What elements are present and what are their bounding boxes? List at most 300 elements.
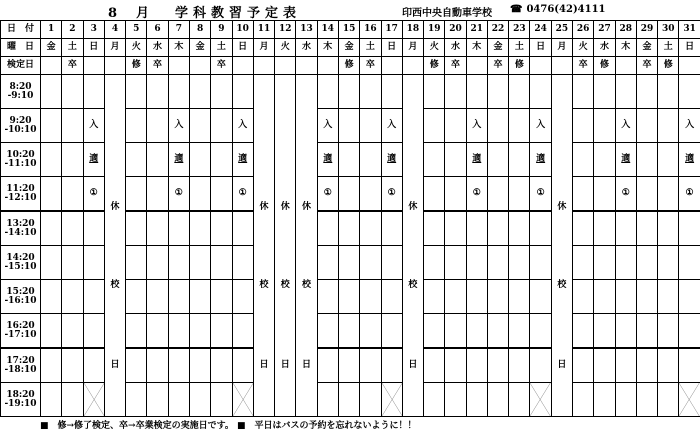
class-cell bbox=[509, 348, 530, 383]
exam-cell bbox=[466, 57, 487, 75]
no-class-cell bbox=[381, 383, 402, 417]
class-cell bbox=[487, 109, 508, 143]
class-cell bbox=[189, 246, 210, 280]
class-cell bbox=[317, 109, 338, 143]
class-cell bbox=[658, 109, 679, 143]
weekday-cell: 日 bbox=[530, 39, 551, 57]
holiday-char: 休 bbox=[254, 203, 274, 212]
aptitude-mark: 適 bbox=[387, 154, 396, 164]
exam-cell: 卒 bbox=[487, 57, 508, 75]
weekday-cell: 水 bbox=[594, 39, 615, 57]
class-cell bbox=[381, 143, 402, 177]
date-cell: 30 bbox=[658, 21, 679, 39]
class-cell bbox=[445, 177, 466, 212]
exam-cell: 卒 bbox=[445, 57, 466, 75]
class-cell bbox=[573, 314, 594, 349]
aptitude-mark: 入 bbox=[323, 120, 332, 130]
time-start: 16:20 bbox=[1, 322, 40, 331]
date-cell: 20 bbox=[445, 21, 466, 39]
cross-mark-icon bbox=[530, 383, 550, 416]
class-cell bbox=[636, 211, 657, 246]
weekday-cell: 日 bbox=[381, 39, 402, 57]
class-cell bbox=[232, 143, 253, 177]
class-cell bbox=[636, 143, 657, 177]
time-label bbox=[1, 109, 41, 143]
class-cell bbox=[445, 280, 466, 314]
time-end: -16:10 bbox=[1, 297, 40, 306]
class-cell bbox=[338, 383, 359, 417]
date-cell: 5 bbox=[126, 21, 147, 39]
time-start: 17:20 bbox=[1, 357, 40, 366]
weekday-cell: 土 bbox=[62, 39, 83, 57]
aptitude-mark: ① bbox=[473, 188, 481, 198]
class-cell bbox=[424, 383, 445, 417]
class-cell bbox=[189, 109, 210, 143]
holiday-text bbox=[403, 75, 423, 416]
aptitude-mark: ① bbox=[622, 188, 630, 198]
class-cell bbox=[424, 75, 445, 109]
class-cell bbox=[679, 348, 700, 383]
class-cell bbox=[466, 211, 487, 246]
weekday-cell: 土 bbox=[211, 39, 232, 57]
class-cell bbox=[126, 177, 147, 212]
aptitude-mark: ① bbox=[537, 188, 545, 198]
class-cell bbox=[147, 246, 168, 280]
exam-cell: 卒 bbox=[636, 57, 657, 75]
weekday-cell: 水 bbox=[296, 39, 317, 57]
class-cell bbox=[615, 280, 636, 314]
exam-cell bbox=[189, 57, 210, 75]
date-cell: 6 bbox=[147, 21, 168, 39]
date-cell: 9 bbox=[211, 21, 232, 39]
class-cell bbox=[147, 348, 168, 383]
class-cell bbox=[338, 109, 359, 143]
exam-cell bbox=[381, 57, 402, 75]
title-bar bbox=[0, 0, 700, 20]
class-cell bbox=[594, 109, 615, 143]
holiday-char: 休 bbox=[105, 203, 125, 212]
class-cell bbox=[573, 75, 594, 109]
weekday-cell: 月 bbox=[253, 39, 274, 57]
date-cell: 3 bbox=[83, 21, 104, 39]
class-cell bbox=[126, 246, 147, 280]
class-cell bbox=[360, 348, 381, 383]
weekday-cell: 金 bbox=[487, 39, 508, 57]
aptitude-mark: ① bbox=[324, 188, 332, 198]
time-label bbox=[1, 383, 41, 417]
class-cell bbox=[658, 75, 679, 109]
time-start: 18:20 bbox=[1, 391, 40, 400]
date-cell: 15 bbox=[338, 21, 359, 39]
no-class-cell bbox=[83, 383, 104, 417]
weekday-cell: 木 bbox=[466, 39, 487, 57]
weekday-cell: 日 bbox=[232, 39, 253, 57]
class-cell bbox=[62, 246, 83, 280]
class-cell bbox=[636, 314, 657, 349]
aptitude-mark: 適 bbox=[238, 154, 247, 164]
class-cell bbox=[62, 75, 83, 109]
weekday-cell: 日 bbox=[679, 39, 700, 57]
class-cell bbox=[381, 211, 402, 246]
class-cell bbox=[445, 143, 466, 177]
row-date bbox=[1, 21, 700, 39]
exam-cell bbox=[317, 57, 338, 75]
class-cell bbox=[189, 143, 210, 177]
cross-mark-icon bbox=[84, 383, 104, 416]
weekday-cell: 水 bbox=[445, 39, 466, 57]
aptitude-mark: 適 bbox=[621, 154, 630, 164]
class-cell bbox=[509, 383, 530, 417]
class-cell bbox=[62, 109, 83, 143]
date-cell: 10 bbox=[232, 21, 253, 39]
exam-cell bbox=[551, 57, 572, 75]
weekday-cell: 土 bbox=[509, 39, 530, 57]
class-cell bbox=[594, 314, 615, 349]
date-cell: 17 bbox=[381, 21, 402, 39]
class-cell bbox=[147, 177, 168, 212]
class-cell bbox=[189, 211, 210, 246]
class-cell bbox=[211, 246, 232, 280]
date-cell: 7 bbox=[168, 21, 189, 39]
class-cell bbox=[41, 348, 62, 383]
date-cell: 22 bbox=[487, 21, 508, 39]
class-cell bbox=[338, 143, 359, 177]
aptitude-mark: ① bbox=[686, 188, 694, 198]
class-cell bbox=[83, 211, 104, 246]
class-cell bbox=[615, 177, 636, 212]
class-cell bbox=[636, 383, 657, 417]
class-cell bbox=[424, 246, 445, 280]
class-cell bbox=[360, 109, 381, 143]
class-cell bbox=[360, 383, 381, 417]
class-cell bbox=[594, 75, 615, 109]
class-cell bbox=[83, 280, 104, 314]
holiday-cell bbox=[275, 75, 296, 417]
holiday-char: 休 bbox=[552, 203, 572, 212]
class-cell bbox=[62, 314, 83, 349]
class-cell bbox=[317, 280, 338, 314]
class-cell bbox=[338, 314, 359, 349]
no-class-cell bbox=[232, 383, 253, 417]
time-end: -10:10 bbox=[1, 126, 40, 135]
time-end: -18:10 bbox=[1, 366, 40, 375]
class-cell bbox=[126, 109, 147, 143]
class-cell bbox=[41, 75, 62, 109]
weekday-cell: 日 bbox=[83, 39, 104, 57]
class-cell bbox=[530, 280, 551, 314]
aptitude-mark: 入 bbox=[89, 120, 98, 130]
class-cell bbox=[445, 383, 466, 417]
class-cell bbox=[232, 109, 253, 143]
class-cell bbox=[679, 109, 700, 143]
class-cell bbox=[338, 280, 359, 314]
class-cell bbox=[211, 75, 232, 109]
aptitude-mark: 入 bbox=[174, 120, 183, 130]
class-cell bbox=[317, 246, 338, 280]
class-cell bbox=[189, 383, 210, 417]
class-cell bbox=[147, 75, 168, 109]
class-cell bbox=[530, 314, 551, 349]
exam-cell bbox=[83, 57, 104, 75]
holiday-char: 校 bbox=[105, 281, 125, 290]
holiday-char: 日 bbox=[105, 361, 125, 370]
class-cell bbox=[466, 314, 487, 349]
class-cell bbox=[679, 211, 700, 246]
holiday-cell bbox=[551, 75, 572, 417]
class-cell bbox=[573, 246, 594, 280]
class-cell bbox=[41, 280, 62, 314]
weekday-cell: 月 bbox=[104, 39, 125, 57]
class-cell bbox=[615, 348, 636, 383]
class-cell bbox=[232, 75, 253, 109]
date-cell: 11 bbox=[253, 21, 274, 39]
holiday-text bbox=[105, 75, 125, 416]
class-cell bbox=[424, 280, 445, 314]
class-cell bbox=[636, 177, 657, 212]
class-cell bbox=[317, 348, 338, 383]
class-cell bbox=[615, 246, 636, 280]
class-cell bbox=[147, 109, 168, 143]
class-cell bbox=[573, 109, 594, 143]
date-cell: 13 bbox=[296, 21, 317, 39]
aptitude-mark: ① bbox=[90, 188, 98, 198]
cross-mark-icon bbox=[679, 383, 699, 416]
class-cell bbox=[509, 314, 530, 349]
holiday-cell bbox=[402, 75, 423, 417]
exam-cell bbox=[168, 57, 189, 75]
date-cell: 14 bbox=[317, 21, 338, 39]
class-cell bbox=[83, 314, 104, 349]
title-month: 8 月 bbox=[108, 2, 152, 21]
class-cell bbox=[211, 383, 232, 417]
class-cell bbox=[445, 314, 466, 349]
class-cell bbox=[41, 177, 62, 212]
schedule-table bbox=[0, 20, 700, 417]
row-label-exam: 検定日 bbox=[1, 57, 41, 75]
class-cell bbox=[530, 246, 551, 280]
weekday-cell: 火 bbox=[573, 39, 594, 57]
class-cell bbox=[41, 211, 62, 246]
date-cell: 28 bbox=[615, 21, 636, 39]
holiday-cell bbox=[104, 75, 125, 417]
class-cell bbox=[530, 177, 551, 212]
class-cell bbox=[636, 109, 657, 143]
class-cell bbox=[211, 143, 232, 177]
class-cell bbox=[232, 246, 253, 280]
class-cell bbox=[381, 314, 402, 349]
time-end: -9:10 bbox=[1, 92, 40, 101]
row-label-date: 日 付 bbox=[1, 21, 41, 39]
weekday-cell: 土 bbox=[658, 39, 679, 57]
time-end: -11:10 bbox=[1, 160, 40, 169]
weekday-cell: 月 bbox=[551, 39, 572, 57]
exam-cell: 修 bbox=[126, 57, 147, 75]
class-cell bbox=[509, 280, 530, 314]
class-cell bbox=[466, 143, 487, 177]
class-cell bbox=[189, 75, 210, 109]
school-name: 印西中央自動車学校 bbox=[402, 4, 492, 19]
aptitude-mark: 入 bbox=[387, 120, 396, 130]
aptitude-mark: 適 bbox=[323, 154, 332, 164]
exam-cell: 修 bbox=[594, 57, 615, 75]
class-cell bbox=[679, 314, 700, 349]
class-cell bbox=[168, 75, 189, 109]
holiday-char: 校 bbox=[296, 281, 316, 290]
class-cell bbox=[658, 383, 679, 417]
date-cell: 23 bbox=[509, 21, 530, 39]
class-cell bbox=[636, 75, 657, 109]
exam-cell bbox=[296, 57, 317, 75]
exam-cell: 修 bbox=[424, 57, 445, 75]
weekday-cell: 金 bbox=[41, 39, 62, 57]
weekday-cell: 火 bbox=[424, 39, 445, 57]
exam-cell: 修 bbox=[658, 57, 679, 75]
time-label bbox=[1, 246, 41, 280]
class-cell bbox=[83, 143, 104, 177]
class-cell bbox=[487, 383, 508, 417]
aptitude-mark: 入 bbox=[685, 120, 694, 130]
class-cell bbox=[424, 143, 445, 177]
class-cell bbox=[126, 280, 147, 314]
phone-number bbox=[510, 4, 606, 15]
class-cell bbox=[487, 280, 508, 314]
holiday-text bbox=[552, 75, 572, 416]
time-label bbox=[1, 143, 41, 177]
class-cell bbox=[338, 348, 359, 383]
weekday-cell: 金 bbox=[636, 39, 657, 57]
class-cell bbox=[636, 280, 657, 314]
class-cell bbox=[381, 348, 402, 383]
class-cell bbox=[424, 348, 445, 383]
class-cell bbox=[168, 383, 189, 417]
class-cell bbox=[211, 177, 232, 212]
class-cell bbox=[83, 109, 104, 143]
date-cell: 8 bbox=[189, 21, 210, 39]
exam-cell bbox=[275, 57, 296, 75]
aptitude-mark: 適 bbox=[536, 154, 545, 164]
date-cell: 12 bbox=[275, 21, 296, 39]
class-cell bbox=[232, 280, 253, 314]
exam-cell bbox=[232, 57, 253, 75]
time-label bbox=[1, 75, 41, 109]
class-cell bbox=[466, 383, 487, 417]
class-cell bbox=[338, 177, 359, 212]
date-cell: 29 bbox=[636, 21, 657, 39]
class-cell bbox=[168, 348, 189, 383]
class-cell bbox=[168, 280, 189, 314]
class-cell bbox=[360, 280, 381, 314]
class-cell bbox=[424, 177, 445, 212]
class-cell bbox=[168, 314, 189, 349]
footer-note: ■ 修→修了検定、卒→卒業検定の実施日です。 ■ 平日はバスの予約を忘れないように！！ bbox=[40, 418, 417, 431]
class-cell bbox=[232, 314, 253, 349]
time-end: -17:10 bbox=[1, 331, 40, 340]
exam-cell: 卒 bbox=[62, 57, 83, 75]
exam-cell bbox=[402, 57, 423, 75]
class-cell bbox=[147, 211, 168, 246]
weekday-cell: 金 bbox=[189, 39, 210, 57]
class-cell bbox=[530, 211, 551, 246]
class-cell bbox=[211, 280, 232, 314]
class-cell bbox=[147, 143, 168, 177]
class-cell bbox=[41, 246, 62, 280]
aptitude-mark: 適 bbox=[174, 154, 183, 164]
aptitude-mark: 入 bbox=[536, 120, 545, 130]
class-cell bbox=[445, 246, 466, 280]
class-cell bbox=[594, 383, 615, 417]
time-start: 8:20 bbox=[1, 83, 40, 92]
exam-cell bbox=[530, 57, 551, 75]
class-cell bbox=[636, 246, 657, 280]
class-cell bbox=[573, 211, 594, 246]
date-cell: 1 bbox=[41, 21, 62, 39]
weekday-cell: 木 bbox=[615, 39, 636, 57]
class-cell bbox=[126, 143, 147, 177]
holiday-text bbox=[275, 75, 295, 416]
class-cell bbox=[466, 75, 487, 109]
class-cell bbox=[466, 280, 487, 314]
class-cell bbox=[573, 143, 594, 177]
cross-mark-icon bbox=[233, 383, 253, 416]
time-start: 9:20 bbox=[1, 117, 40, 126]
weekday-cell: 木 bbox=[168, 39, 189, 57]
class-cell bbox=[679, 143, 700, 177]
class-cell bbox=[615, 75, 636, 109]
class-cell bbox=[62, 211, 83, 246]
weekday-cell: 木 bbox=[317, 39, 338, 57]
holiday-char: 日 bbox=[254, 361, 274, 370]
class-cell bbox=[658, 280, 679, 314]
class-cell bbox=[317, 314, 338, 349]
class-cell bbox=[466, 177, 487, 212]
class-cell bbox=[168, 177, 189, 212]
class-cell bbox=[615, 211, 636, 246]
class-cell bbox=[83, 75, 104, 109]
class-cell bbox=[211, 314, 232, 349]
holiday-char: 校 bbox=[275, 281, 295, 290]
holiday-char: 日 bbox=[403, 361, 423, 370]
time-start: 14:20 bbox=[1, 254, 40, 263]
weekday-cell: 土 bbox=[360, 39, 381, 57]
aptitude-mark: 適 bbox=[89, 154, 98, 164]
class-cell bbox=[615, 109, 636, 143]
time-start: 10:20 bbox=[1, 151, 40, 160]
class-cell bbox=[126, 75, 147, 109]
exam-cell: 卒 bbox=[211, 57, 232, 75]
time-end: -14:10 bbox=[1, 229, 40, 238]
aptitude-mark: 入 bbox=[621, 120, 630, 130]
phone-text: 0476(42)4111 bbox=[526, 4, 605, 15]
exam-cell: 卒 bbox=[360, 57, 381, 75]
telephone-icon: ☎ bbox=[510, 4, 522, 15]
class-cell bbox=[338, 246, 359, 280]
aptitude-mark: 入 bbox=[472, 120, 481, 130]
row-label-weekday: 曜 日 bbox=[1, 39, 41, 57]
class-cell bbox=[381, 109, 402, 143]
date-cell: 21 bbox=[466, 21, 487, 39]
class-cell bbox=[62, 383, 83, 417]
weekday-cell: 火 bbox=[275, 39, 296, 57]
class-cell bbox=[126, 314, 147, 349]
class-cell bbox=[41, 109, 62, 143]
aptitude-mark: ① bbox=[239, 188, 247, 198]
date-cell: 2 bbox=[62, 21, 83, 39]
holiday-char: 休 bbox=[403, 203, 423, 212]
exam-cell bbox=[679, 57, 700, 75]
class-cell bbox=[658, 211, 679, 246]
aptitude-mark: ① bbox=[388, 188, 396, 198]
class-cell bbox=[466, 246, 487, 280]
